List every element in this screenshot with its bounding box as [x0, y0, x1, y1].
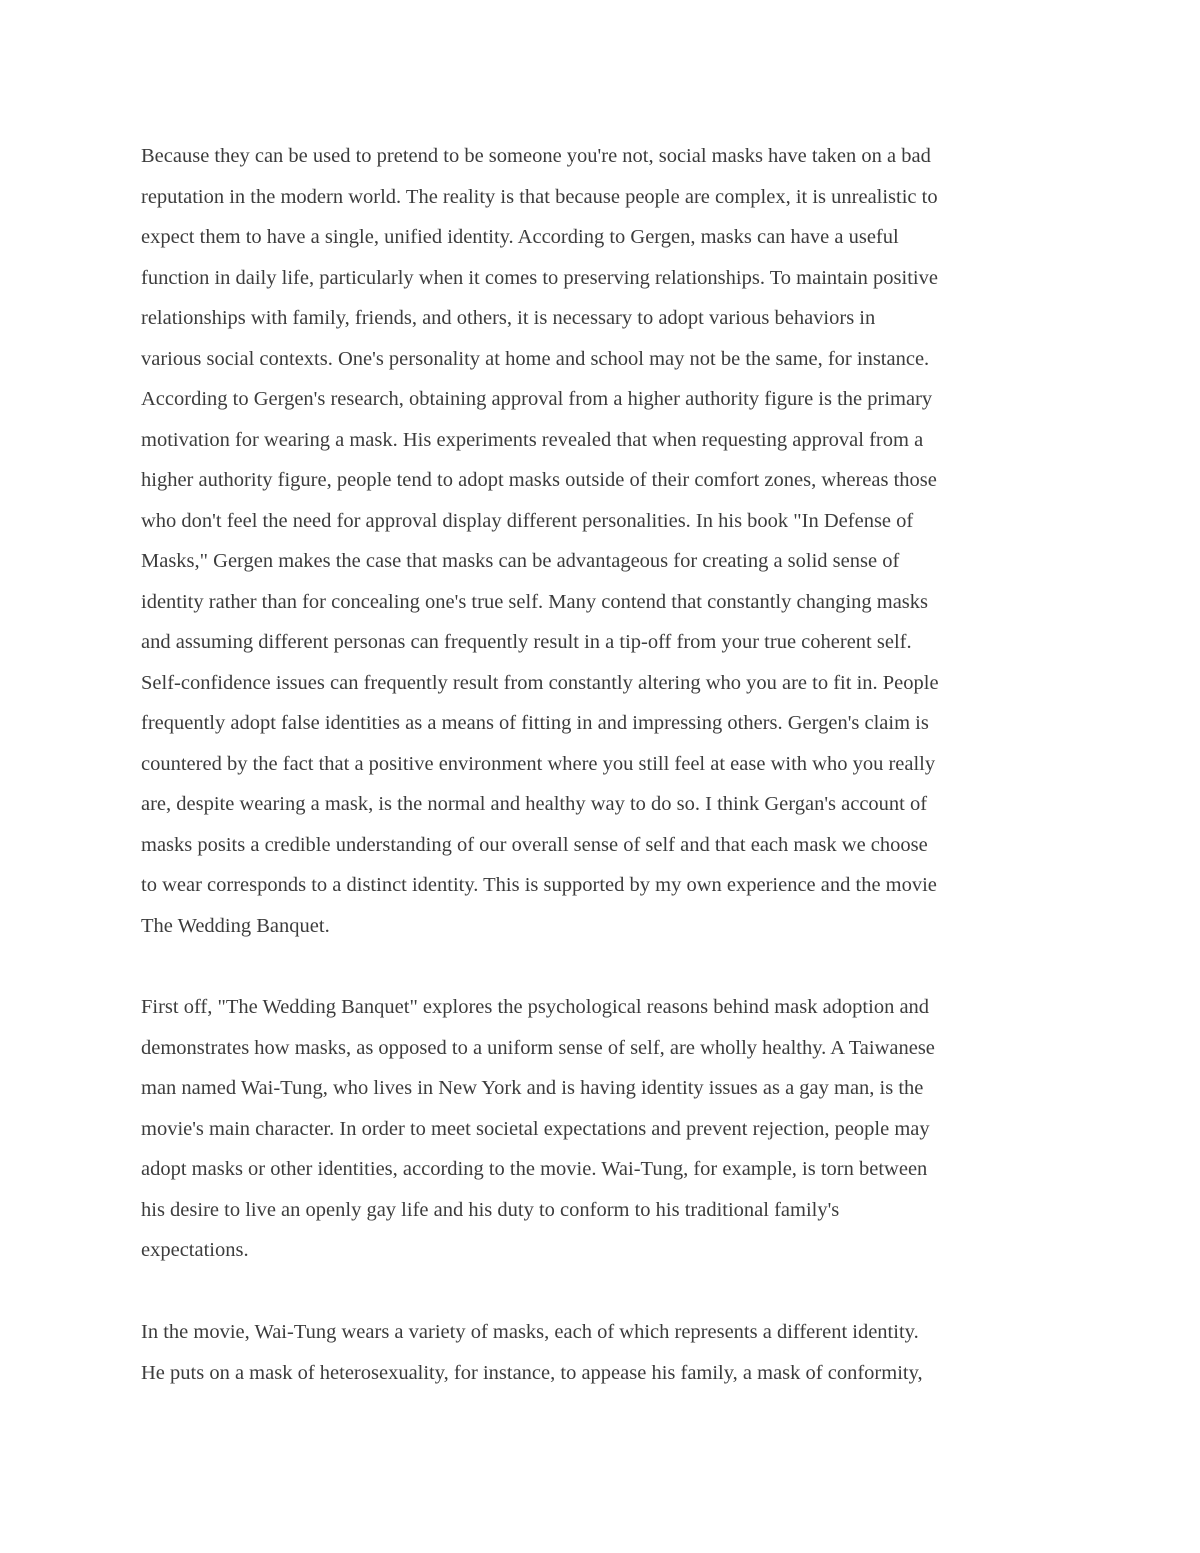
text-line: higher authority figure, people tend to adopt masks outside of their comfort zones, whereas those: [141, 469, 937, 491]
text-line: his desire to live an openly gay life and his duty to conform to his traditional family's: [141, 1198, 840, 1221]
text-line: demonstrates how masks, as opposed to a uniform sense of self, are wholly healthy. A Taiwanese: [141, 1036, 935, 1059]
text-line: reputation in the modern world. The reality is that because people are complex, it is unrealistic to: [141, 185, 938, 208]
text-line: Masks," Gergen makes the case that masks can be advantageous for creating a solid sense of: [141, 550, 900, 572]
text-line: First off, "The Wedding Banquet" explores the psychological reasons behind mask adoption and: [141, 996, 930, 1018]
text-line: countered by the fact that a positive environment where you still feel at ease with who you really: [141, 752, 936, 775]
text-line: The Wedding Banquet.: [141, 914, 330, 937]
text-line: who don't feel the need for approval display different personalities. In his book "In Defense of: [141, 509, 914, 532]
text-line: Self-confidence issues can frequently result from constantly altering who you are to fit in. People: [141, 671, 939, 694]
text-line: expectations.: [141, 1239, 249, 1261]
text-line: masks posits a credible understanding of our overall sense of self and that each mask we choose: [141, 833, 928, 856]
text-line: expect them to have a single, unified identity. According to Gergen, masks can have a useful: [141, 226, 899, 248]
text-line: and assuming different personas can frequently result in a tip-off from your true coherent self.: [141, 631, 912, 653]
paragraph-2: [141, 987, 1061, 1271]
text-line: He puts on a mask of heterosexuality, for instance, to appease his family, a mask of conformity,: [141, 1361, 923, 1384]
text-line: Because they can be used to pretend to be someone you're not, social masks have taken on a bad: [141, 145, 931, 167]
text-line: to wear corresponds to a distinct identity. This is supported by my own experience and the movie: [141, 874, 937, 896]
text-line: man named Wai-Tung, who lives in New York and is having identity issues as a gay man, is the: [141, 1077, 924, 1099]
text-line: adopt masks or other identities, according to the movie. Wai-Tung, for example, is torn between: [141, 1158, 928, 1180]
text-line: identity rather than for concealing one's true self. Many contend that constantly changing masks: [141, 590, 929, 613]
text-line: According to Gergen's research, obtaining approval from a higher authority figure is the primary: [141, 388, 933, 410]
text-line: frequently adopt false identities as a means of fitting in and impressing others. Gergen's claim is: [141, 712, 929, 734]
paragraph-3: [141, 1312, 1061, 1393]
text-line: relationships with family, friends, and others, it is necessary to adopt various behaviors in: [141, 307, 876, 329]
text-line: function in daily life, particularly when it comes to preserving relationships. To maintain positive: [141, 266, 938, 289]
text-line: are, despite wearing a mask, is the normal and healthy way to do so. I think Gergan's account of: [141, 793, 928, 815]
paragraph-1: [141, 136, 1061, 946]
text-line: In the movie, Wai-Tung wears a variety of masks, each of which represents a different identity.: [141, 1321, 919, 1343]
text-line: motivation for wearing a mask. His experiments revealed that when requesting approval from a: [141, 428, 924, 451]
text-line: movie's main character. In order to meet societal expectations and prevent rejection, people may: [141, 1117, 930, 1140]
text-line: various social contexts. One's personality at home and school may not be the same, for instance.: [141, 347, 930, 370]
